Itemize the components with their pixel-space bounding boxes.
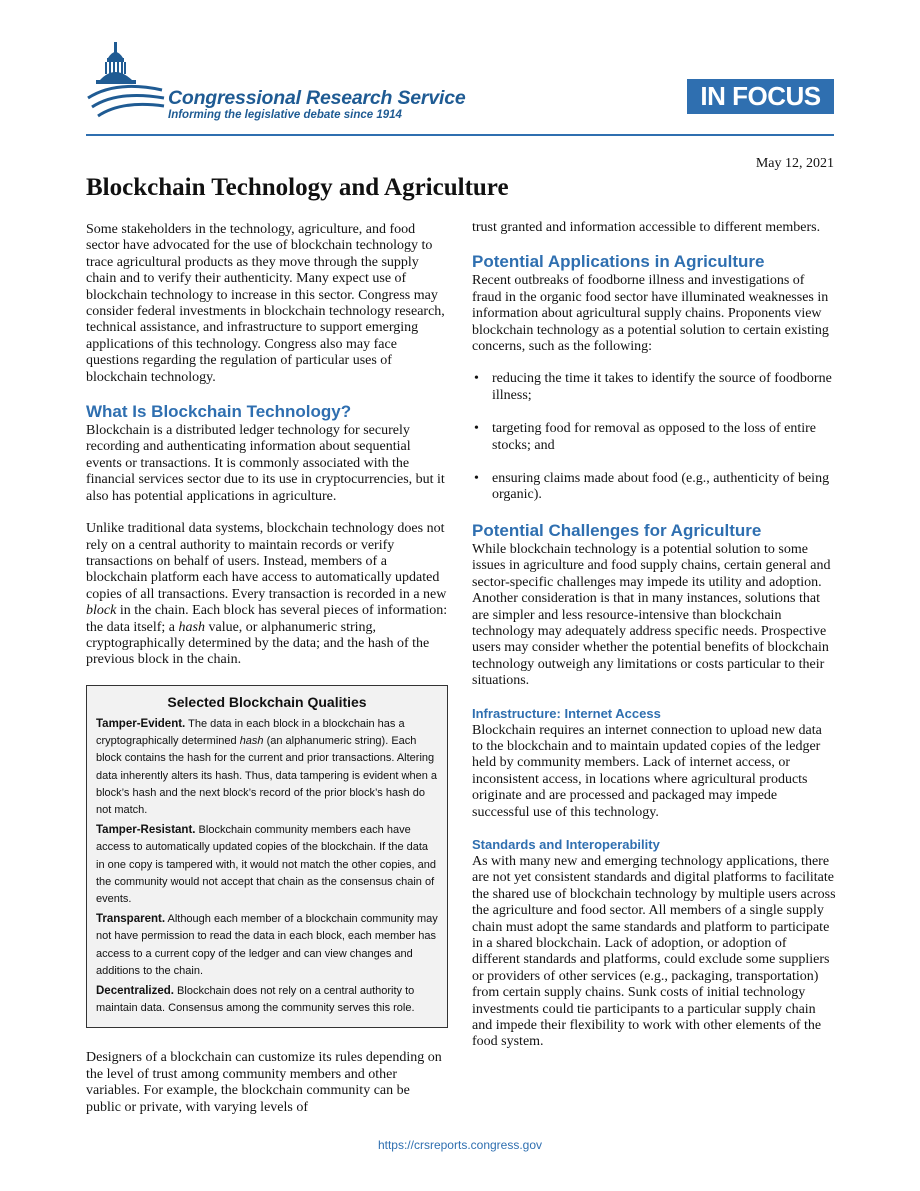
intro-paragraph: Some stakeholders in the technology, agriculture, and food sector have advocated for the use of blockchain technology to trace agricultural products as they move through the supply chain and to verify their authenticity. Many expect use of blockchain technology to increase in this sector. Congress may consider federal investments in blockchain technology research, technical assistance, and infrastructure to support emerging applications of this technology. Congress also may face questions regarding the regulation of particular uses of blockchain technology.: [86, 222, 445, 385]
applications-list: [472, 371, 836, 503]
left-column: [86, 222, 448, 1132]
blockchain-definition-paragraph: Blockchain is a distributed ledger technology for securely recording and authenticating information about sequential events or transactions. It is commonly associated with the financial services sector due to its use in cryptocurrencies, but it also has potential applications in agriculture.: [86, 423, 445, 504]
continuation-paragraph: trust granted and information accessible to different members.: [472, 220, 821, 235]
qualities-box: [86, 685, 448, 1029]
quality-transparent: Transparent. Although each member of a blockchain community may not have permission to read the data in each block, each member has access to a current copy of the ledger and can view changes and additions to the chain.: [96, 913, 438, 977]
infrastructure-paragraph: Blockchain requires an internet connection to upload new data to the blockchain and to maintain updated copies of the ledger held by community members. Lack of internet access, or inconsistent access, in locations where agricultural products originate and are processed and packaged may impede successful use of this technology.: [472, 722, 822, 820]
header-rule: [86, 134, 834, 136]
subheading-infrastructure: Infrastructure: Internet Access: [472, 705, 661, 721]
in-focus-badge: IN FOCUS: [687, 79, 834, 114]
list-item: • targeting food for removal as opposed to the loss of entire stocks; and: [492, 421, 836, 454]
quality-tamper-evident: Tamper-Evident. The data in each block in a blockchain has a cryptographically determined hash (an alphanumeric string). Each block contains the hash for the current and prior transactions. Altering data inherently alters its hash. Thus, data tampering is evident when a block’s hash and the next block’s record of the prior block’s hash do not match.: [96, 717, 437, 816]
subheading-standards: Standards and Interoperability: [472, 836, 660, 852]
report-date: May 12, 2021: [755, 156, 834, 171]
section-heading-applications: Potential Applications in Agriculture: [472, 252, 765, 272]
applications-paragraph: Recent outbreaks of foodborne illness and investigations of fraud in the organic food sector have illuminated weaknesses in information about agricultural supply chains. Proponents view blockchain technology as a potential solution to certain existing concerns, such as the following:: [472, 273, 829, 355]
right-column: [472, 220, 836, 1067]
report-header: [86, 40, 834, 138]
capitol-dome-icon: [86, 40, 166, 130]
footer-url[interactable]: https://crsreports.congress.gov: [377, 1138, 543, 1152]
qualities-box-title: Selected Blockchain Qualities: [167, 693, 367, 710]
designers-paragraph: Designers of a blockchain can customize its rules depending on the level of trust among community members and other variables. For example, the blockchain community can be public or private, with varying levels of: [86, 1050, 442, 1115]
list-item: • ensuring claims made about food (e.g., authenticity of being organic).: [492, 471, 836, 504]
quality-decentralized: Decentralized. Blockchain does not rely on a central authority to maintain data. Consensus among the community serves this role.: [96, 985, 415, 1015]
list-item: • reducing the time it takes to identify the source of foodborne illness;: [492, 371, 836, 404]
challenges-paragraph: While blockchain technology is a potential solution to some issues in agriculture and food supply chains, certain general and sector-specific challenges may impede its utility and adoption. Another consideration is that in many instances, solutions that are simpler and less resource-intensive than blockchain technology may adequately address specific needs. Prospective users may consider whether the potential benefits of blockchain technology outweigh any limitations or costs particular to their situations.: [472, 541, 831, 689]
standards-paragraph: As with many new and emerging technology applications, there are not yet consistent standards and digital platforms to facilitate the shared use of blockchain technology by multiple users across the agriculture and food sector. All members of a single supply chain must adopt the same standards and platform to participate in a shared blockchain. Lack of adoption, or adoption of different standards and platforms, could exclude some suppliers or providers of other services (e.g., packaging, transportation) from certain supply chains. Sunk costs of initial technology investments could tie participants to a particular supply chain and impede their flexibility to work with other elements of the food system.: [472, 853, 836, 1050]
section-heading-challenges: Potential Challenges for Agriculture: [472, 520, 762, 540]
traditional-systems-paragraph: Unlike traditional data systems, blockchain technology does not rely on a central authority to maintain records or verify transactions on behalf of users. Instead, members of a blockchain platform each have access to automatically updated copies of all transactions. Every transaction is recorded in a new block in the chain. Each block has several pieces of information: the data itself; a hash value, or alphanumeric string, cryptographically determined by the data; and the hash of the previous block in the chain.: [86, 521, 448, 668]
section-heading-what-is: What Is Blockchain Technology?: [86, 402, 352, 422]
report-title: Blockchain Technology and Agriculture: [86, 174, 509, 201]
quality-tamper-resistant: Tamper-Resistant. Blockchain community members each have access to automatically updated copies of the blockchain. If the data in one copy is tampered with, it would not match the other copies, and the community would not accept that chain as the consensus chain of events.: [96, 824, 436, 905]
org-tagline: Informing the legislative debate since 1914: [168, 109, 402, 121]
org-name: Congressional Research Service: [168, 87, 466, 109]
